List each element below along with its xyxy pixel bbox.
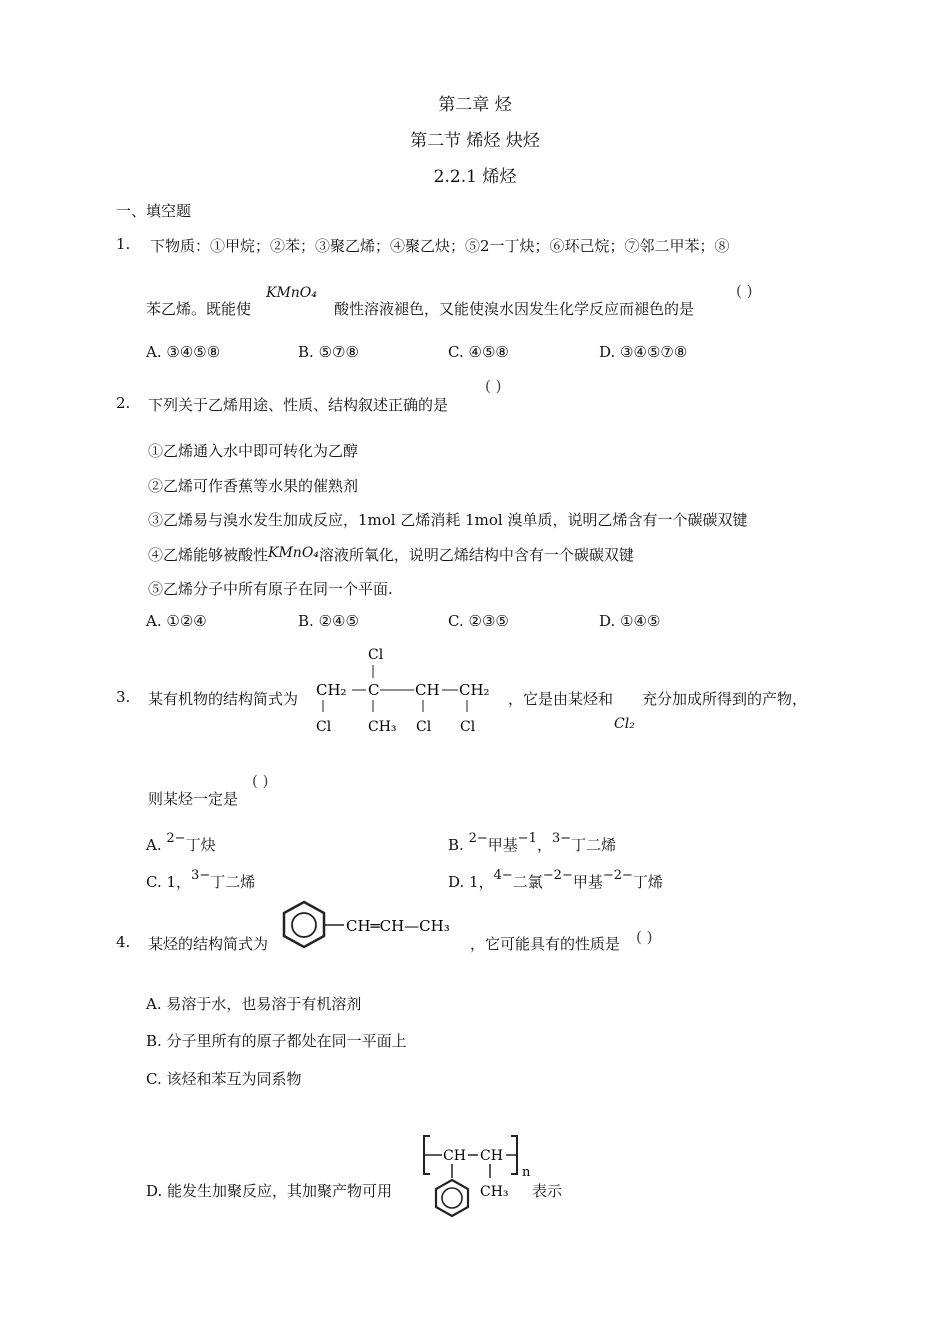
subsection-title: 2.2.1 烯烃 bbox=[433, 167, 517, 187]
question-stem-pre: 某有机物的结构简式为 bbox=[148, 690, 299, 708]
question-number: 2. bbox=[116, 394, 131, 412]
option-text: 分子里所有的原子都处在同一平面上 bbox=[166, 1032, 407, 1050]
locant: −2− bbox=[542, 868, 573, 883]
option-label: C. bbox=[448, 612, 464, 630]
option-text: 能发生加聚反应，其加聚产物可用 bbox=[167, 1182, 393, 1200]
option-label: A. bbox=[146, 995, 162, 1013]
kmno4-formula: KMnO₄ bbox=[268, 545, 319, 561]
question-stem-line2: 则某烃一定是 bbox=[148, 790, 239, 808]
option-text: ①④⑤ bbox=[620, 612, 661, 630]
struct-c: C bbox=[368, 681, 380, 699]
option-label: B. bbox=[298, 343, 314, 361]
polymer-ch-1: CH bbox=[443, 1148, 466, 1164]
option-label: A. bbox=[146, 612, 162, 630]
option-text: 丁烯 bbox=[632, 873, 663, 891]
statement-3: ③乙烯易与溴水发生加成反应，1mol 乙烯消耗 1mol 溴单质，说明乙烯含有一个碳碳双键 bbox=[148, 511, 748, 529]
option-c[interactable] bbox=[146, 868, 256, 892]
struct-cl-3: Cl bbox=[416, 719, 432, 735]
option-label: D. bbox=[599, 612, 616, 630]
option-label: C. bbox=[146, 1070, 162, 1088]
option-c[interactable] bbox=[146, 1068, 302, 1089]
option-prefix: 1， bbox=[469, 873, 494, 891]
option-text: 易溶于水，也易溶于有机溶剂 bbox=[166, 995, 362, 1013]
option-text: 该烃和苯互为同系物 bbox=[166, 1070, 302, 1088]
struct-cl-1: Cl bbox=[316, 719, 332, 735]
structure-formula-q4 bbox=[280, 898, 470, 954]
question-stem-line1: 下物质：①甲烷；②苯；③聚乙烯；④聚乙炔；⑤2一丁炔；⑥环己烷；⑦邻二甲苯；⑧ bbox=[150, 237, 730, 255]
question-stem-line2-post: 酸性溶液褪色，又能使溴水因发生化学反应而褪色的是 bbox=[334, 300, 695, 318]
option-d[interactable] bbox=[146, 1180, 392, 1201]
statement-4 bbox=[148, 544, 634, 565]
option-b[interactable] bbox=[298, 612, 359, 630]
statement-2: ②乙烯可作香蕉等水果的催熟剂 bbox=[148, 477, 359, 495]
option-label: D. bbox=[146, 1182, 163, 1200]
option-text: ④⑤⑧ bbox=[468, 343, 509, 361]
cl2-formula: Cl₂ bbox=[614, 716, 635, 732]
question-stem-post: ，它可能具有的性质是 bbox=[470, 935, 621, 953]
option-label: C. bbox=[448, 343, 464, 361]
option-text: ②④⑤ bbox=[318, 612, 359, 630]
struct-ch2-left: CH₂ bbox=[316, 681, 347, 699]
answer-paren: ( ) bbox=[485, 377, 502, 395]
question-number: 3. bbox=[116, 688, 131, 706]
option-a[interactable] bbox=[146, 831, 216, 855]
option-label: A. bbox=[146, 343, 162, 361]
option-label: B. bbox=[448, 836, 464, 854]
option-label: D. bbox=[448, 873, 465, 891]
option-a[interactable] bbox=[146, 612, 207, 630]
option-d[interactable] bbox=[599, 343, 687, 361]
struct-cl-top: Cl bbox=[368, 647, 384, 663]
locant: 2− bbox=[468, 831, 488, 846]
benzene-circle bbox=[442, 1188, 462, 1208]
option-label: B. bbox=[146, 1032, 162, 1050]
polymer-structure bbox=[420, 1128, 540, 1224]
kmno4-formula: KMnO₄ bbox=[266, 285, 317, 301]
locant: 3− bbox=[551, 831, 572, 846]
option-a[interactable] bbox=[146, 343, 220, 361]
struct-ch2-right: CH₂ bbox=[459, 681, 490, 699]
polymer-ch-2: CH bbox=[480, 1148, 503, 1164]
answer-paren: ( ) bbox=[736, 282, 753, 300]
benzene-circle bbox=[292, 913, 316, 937]
question-stem-post: ，它是由某烃和 bbox=[508, 690, 614, 708]
option-b[interactable] bbox=[448, 831, 617, 855]
locant: 3− bbox=[191, 868, 211, 883]
struct-ch3: CH₃ bbox=[368, 719, 397, 735]
option-label: D. bbox=[599, 343, 616, 361]
option-text: 丁二烯 bbox=[571, 836, 617, 854]
statement-4-post: 溶液所氧化，说明乙烯结构中含有一个碳碳双键 bbox=[318, 546, 634, 564]
locant: 2− bbox=[166, 831, 186, 846]
struct-cl-4: Cl bbox=[460, 719, 476, 735]
option-c[interactable] bbox=[448, 343, 509, 361]
section-title: 第二节 烯烃 炔烃 bbox=[410, 131, 540, 151]
structure-formula-q3 bbox=[312, 640, 508, 740]
question-stem-pre: 某烃的结构简式为 bbox=[148, 935, 269, 953]
benzene-ring bbox=[436, 1180, 468, 1216]
option-text: 丁二烯 bbox=[210, 873, 256, 891]
struct-chain: CH═CH—CH₃ bbox=[346, 917, 450, 935]
polymer-ch3: CH₃ bbox=[480, 1184, 509, 1200]
option-text: 甲基 bbox=[487, 836, 518, 854]
option-a[interactable] bbox=[146, 993, 361, 1014]
option-text: ， bbox=[536, 836, 552, 854]
option-label: A. bbox=[146, 836, 162, 854]
option-b[interactable] bbox=[146, 1030, 407, 1051]
option-text: 甲基 bbox=[572, 873, 603, 891]
question-stem-line2-pre: 苯乙烯。既能使 bbox=[146, 300, 252, 318]
answer-paren: ( ) bbox=[252, 772, 269, 790]
option-d-post: 表示 bbox=[532, 1182, 563, 1200]
locant: 4− bbox=[493, 868, 513, 883]
option-d[interactable] bbox=[448, 868, 663, 892]
question-number: 4. bbox=[116, 933, 131, 951]
option-label: C. bbox=[146, 873, 162, 891]
chapter-title: 第二章 烃 bbox=[438, 95, 512, 115]
option-label: B. bbox=[298, 612, 314, 630]
option-c[interactable] bbox=[448, 612, 509, 630]
question-stem: 下列关于乙烯用途、性质、结构叙述正确的是 bbox=[148, 396, 449, 414]
option-text: ③④⑤⑦⑧ bbox=[620, 343, 688, 361]
locant: −2− bbox=[602, 868, 633, 883]
option-text: 二氯 bbox=[512, 873, 543, 891]
answer-paren: ( ) bbox=[636, 928, 653, 946]
option-text: ⑤⑦⑧ bbox=[318, 343, 359, 361]
statement-4-pre: ④乙烯能够被酸性 bbox=[148, 546, 269, 564]
question-stem-post2: 充分加成所得到的产物， bbox=[642, 690, 808, 708]
option-text: ③④⑤⑧ bbox=[166, 343, 221, 361]
statement-1: ①乙烯通入水中即可转化为乙醇 bbox=[148, 442, 359, 460]
option-text: ①②④ bbox=[166, 612, 207, 630]
option-text: 丁炔 bbox=[185, 836, 216, 854]
option-text: ②③⑤ bbox=[468, 612, 509, 630]
part-title: 一、填空题 bbox=[116, 202, 192, 220]
struct-ch: CH bbox=[415, 681, 440, 699]
benzene-ring bbox=[284, 902, 324, 947]
statement-5: ⑤乙烯分子中所有原子在同一个平面. bbox=[148, 580, 393, 598]
locant: −1 bbox=[517, 831, 537, 846]
question-number: 1. bbox=[116, 235, 131, 253]
polymer-n: n bbox=[522, 1165, 531, 1180]
option-d[interactable] bbox=[599, 612, 660, 630]
option-prefix: 1， bbox=[166, 873, 192, 891]
option-b[interactable] bbox=[298, 343, 359, 361]
